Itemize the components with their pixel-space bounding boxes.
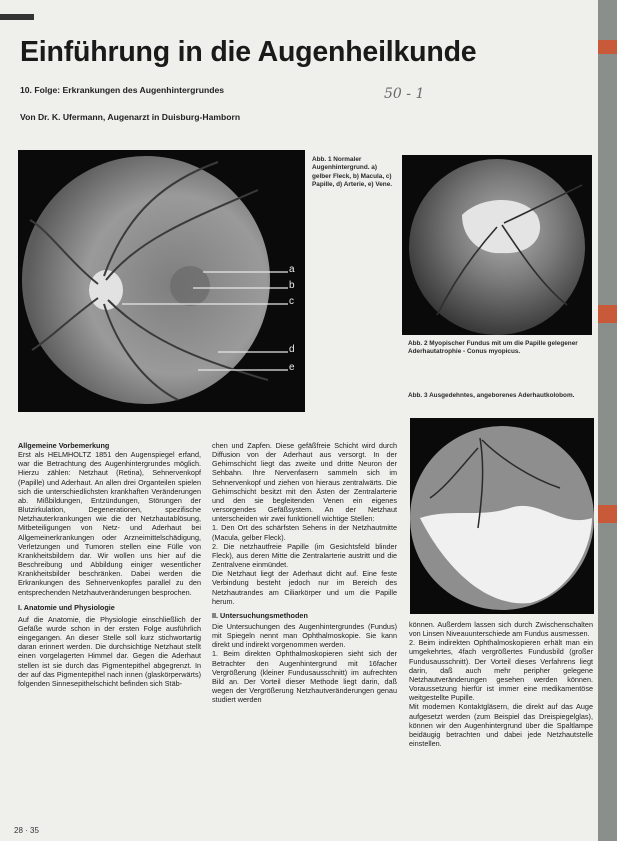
fig1-label-c: c: [289, 296, 294, 307]
figure-3-fundus: [410, 418, 594, 614]
section-heading-anatomie: I. Anatomie und Physiologie: [18, 602, 115, 612]
article-title: Einführung in die Augenheilkunde: [20, 36, 477, 68]
fig1-label-a: a: [289, 264, 295, 275]
paragraph: Auf die Anatomie, die Physiologie einschließlich der Gefäße wurde schon in der ersten Folge ausführlich eingegangen. An dieser Stelle soll kurz stichwortartig daran erinnert werden. Die durchsichtige Netzhaut stellt einen vorgelagerten Himmel dar. Gegen die Aderhaut stellen ist sie durch das Pigmentepithel abgegrenzt. In der auf das Pigmentepithel nach innen (glaskörperwärts) folgenden Sinnesepithelschicht befinden sich Stäb-: [18, 614, 201, 688]
figure-2-caption: Abb. 2 Myopischer Fundus mit um die Papille gelegener Aderhautatrophie - Conus myopicus.: [408, 340, 578, 356]
spine-marker: [598, 40, 617, 54]
paragraph: Erst als HELMHOLTZ 1851 den Augenspiegel erfand, war die Betrachtung des Augenhintergrundes möglich. Hierzu zählen: Netzhaut (Retina), Sehnervenkopf (Papille) und Aderhaut. An allen drei Organteilen spielen sich die unterschiedlichsten krankhaften Veränderungen ab. Mißbildungen, Entzündungen, Störungen der Blutzirkulation, Degenerationen, spezifische Netzhauterkrankungen wie die der Netzhautablösung, Mitbeteiligungen von Netz- und Aderhaut bei Allgemeinerkrankungen oder Arzneimittelschädigung, Verletzungen und Tumoren stellen eine Fülle von Krankheitsbildern dar. Wir wollen uns hier auf die Beschreibung und Abbildung einiger wesentlicher Krankheitsbilder beschränken. Dabei werden die Erkrankungen des Sehnervenkopfes parallel zu den entsprechenden Netzhautveränderungen besprochen.: [18, 450, 201, 597]
paragraph: können. Außerdem lassen sich durch Zwischenschalten von Linsen Niveauunterschiede am Fundus ausmessen.: [409, 620, 593, 639]
text-column-left: [18, 441, 201, 688]
paragraph: chen und Zapfen. Diese gefäßfreie Schicht wird durch Diffusion von der Aderhaut aus versorgt. In der Gehirnschicht liegt das zweite und dritte Neuron der Sehbahn. Ihre Nervenfasern sammeln sich im Sehnervenkopf und ziehen von hieraus zentralwärts. Die Gehirnschicht besitzt mit den Ästen der Zentralarterie und den sie begleitenden Venen ein eigenes versorgendes Gefäßsystem. An der Netzhaut unterscheiden wir zwei funktionell wichtige Stellen:: [212, 441, 397, 524]
paragraph: Die Netzhaut liegt der Aderhaut dicht auf. Eine feste Verbindung besteht jedoch nur im Bereich des Netzhautrandes am Ciliarkörper und um die Papille herum.: [212, 569, 397, 606]
fig1-label-d: d: [289, 344, 295, 355]
figure-2-fundus: [402, 155, 592, 335]
figure-1-caption: Abb. 1 Normaler Augenhintergrund. a) gelber Fleck, b) Macula, c) Papille, d) Arterie, e) Vene.: [312, 156, 393, 188]
list-item: 2. Die netzhautfreie Papille (im Gesichtsfeld blinder Fleck), aus deren Mitte die Zentralarterie austritt und die Zentralvene einmündet.: [212, 541, 397, 570]
text-column-right: [409, 620, 593, 748]
fundus-myopic-image: [402, 155, 592, 335]
article-subtitle: 10. Folge: Erkrankungen des Augenhintergrundes: [20, 85, 225, 95]
paragraph: Die Untersuchungen des Augenhintergrundes (Fundus) mit Spiegeln nennt man Ophthalmoskopie. Sie kann direkt und indirekt vorgenommen werden.: [212, 621, 397, 650]
article-author: Von Dr. K. Ufermann, Augenarzt in Duisburg-Hamborn: [20, 112, 241, 122]
fig1-label-b: b: [289, 280, 295, 291]
text-column-middle: [212, 441, 397, 704]
paragraph: Mit modernen Kontaktgläsern, die direkt auf das Auge aufgesetzt werden (zum Beispiel das Dreispiegelglas), können wir den Augenhintergrund über die Spaltlampe beidäugig betrachten und dabei jede Netzhautstelle einstellen.: [409, 702, 593, 749]
list-item: 1. Den Ort des schärfsten Sehens in der Netzhautmitte (Macula, gelber Fleck).: [212, 523, 397, 542]
fundus-normal-image: [18, 150, 305, 412]
neighbor-page-edge: [598, 0, 617, 841]
top-rule: [0, 14, 34, 20]
list-item: 2. Beim indirekten Ophthalmoskopieren erhält man ein umgekehrtes, 4fach vergrößertes Fundusbild (großer Fundusausschnitt). Der Vorteil dieses Verfahrens liegt darin, daß auch mehr peripher gelegene Netzhautveränderungen gesehen werden können. Voraussetzung hierfür ist immer eine medikamentöse weitgestellte Pupille.: [409, 638, 593, 703]
list-item: 1. Beim direkten Ophthalmoskopieren sieht sich der Betrachter den Augenhintergrund mit 16facher Vergrößerung (kleiner Fundusausschnitt) im aufrechten Bild an. Der Vorteil dieser Methode liegt darin, daß wegen der Vergrößerung Netzhautveränderungen genau studiert werden: [212, 649, 397, 705]
section-heading-vorbemerkung: Allgemeine Vorbemerkung: [18, 441, 110, 450]
figure-3-caption: Abb. 3 Ausgedehntes, angeborenes Aderhautkolobom.: [408, 392, 575, 399]
page-number: 28 · 35: [14, 826, 39, 835]
fundus-coloboma-image: [410, 418, 594, 614]
handwritten-note: 50 - 1: [384, 86, 425, 102]
spine-marker: [598, 305, 617, 323]
spine-marker: [598, 505, 617, 523]
fig1-label-e: e: [289, 362, 295, 373]
figure-1-fundus: [18, 150, 305, 412]
section-heading-untersuchung: II. Untersuchungsmethoden: [212, 610, 308, 620]
